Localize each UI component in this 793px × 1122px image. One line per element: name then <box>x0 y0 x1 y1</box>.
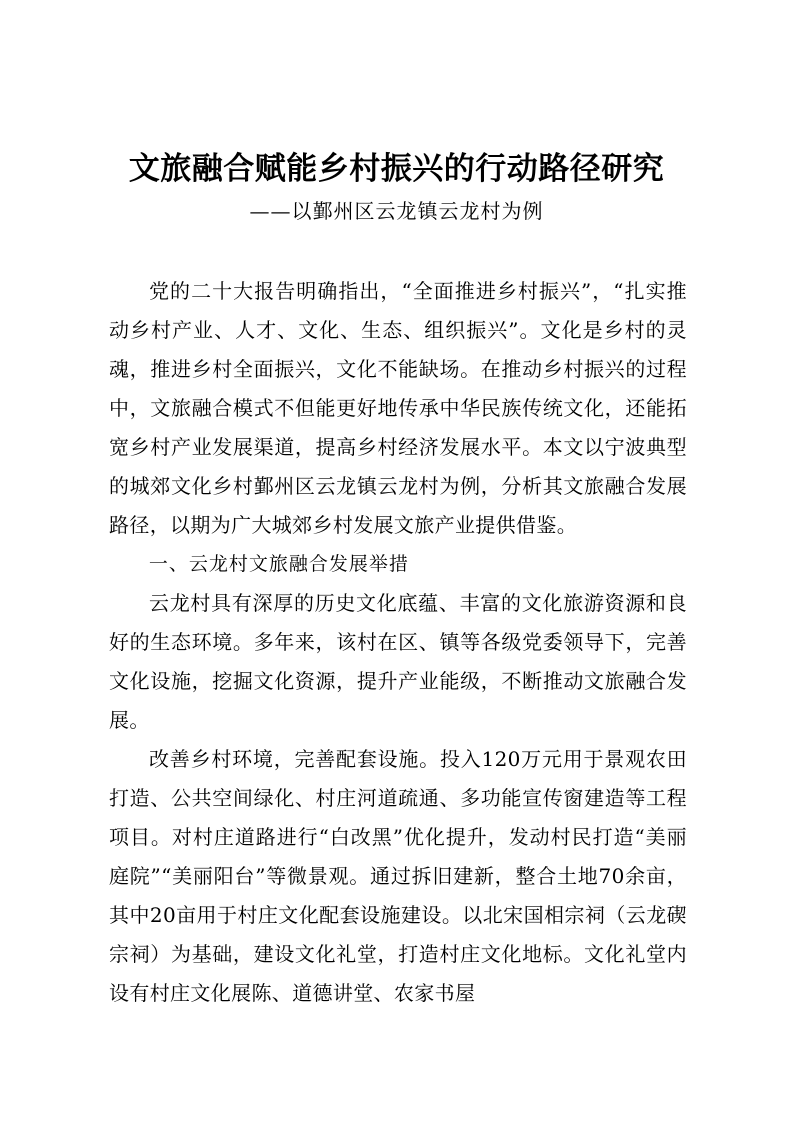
document-title: 文旅融合赋能乡村振兴的行动路径研究 <box>128 151 665 187</box>
document-subtitle: ——以鄞州区云龙镇云龙村为例 <box>249 199 544 223</box>
section-paragraph: 云龙村具有深厚的历史文化底蕴、丰富的文化旅游资源和良好的生态环境。多年来，该村在区、镇等各级党委领导下，完善文化设施，挖掘文化资源，提升产业能级，不断推动文旅融合发展。 <box>109 591 687 732</box>
intro-paragraph: 党的二十大报告明确指出，“全面推进乡村振兴”，“扎实推动乡村产业、人才、文化、生态、组织振兴”。文化是乡村的灵魂，推进乡村全面振兴，文化不能缺场。在推动乡村振兴的过程中，文旅融合模式不但能更好地传承中华民族传统文化，还能拓宽乡村产业发展渠道，提高乡村经济发展水平。本文以宁波典型的城郊文化乡村鄞州区云龙镇云龙村为例，分析其文旅融合发展路径，以期为广大城郊乡村发展文旅产业提供借鉴。 <box>109 279 687 537</box>
section-heading: 一、云龙村文旅融合发展举措 <box>148 553 409 575</box>
section-paragraph: 改善乡村环境，完善配套设施。投入120万元用于景观农田打造、公共空间绿化、村庄河道疏通、多功能宣传窗建造等工程项目。对村庄道路进行“白改黑”优化提升，发动村民打造“美丽庭院”“美丽阳台”等微景观。通过拆旧建新，整合土地70余亩，其中20亩用于村庄文化配套设施建设。以北宋国相宗祠（云龙碶宗祠）为基础，建设文化礼堂，打造村庄文化地标。文化礼堂内设有村庄文化展陈、道德讲堂、农家书屋 <box>109 747 687 1005</box>
document-body <box>109 272 687 1013</box>
